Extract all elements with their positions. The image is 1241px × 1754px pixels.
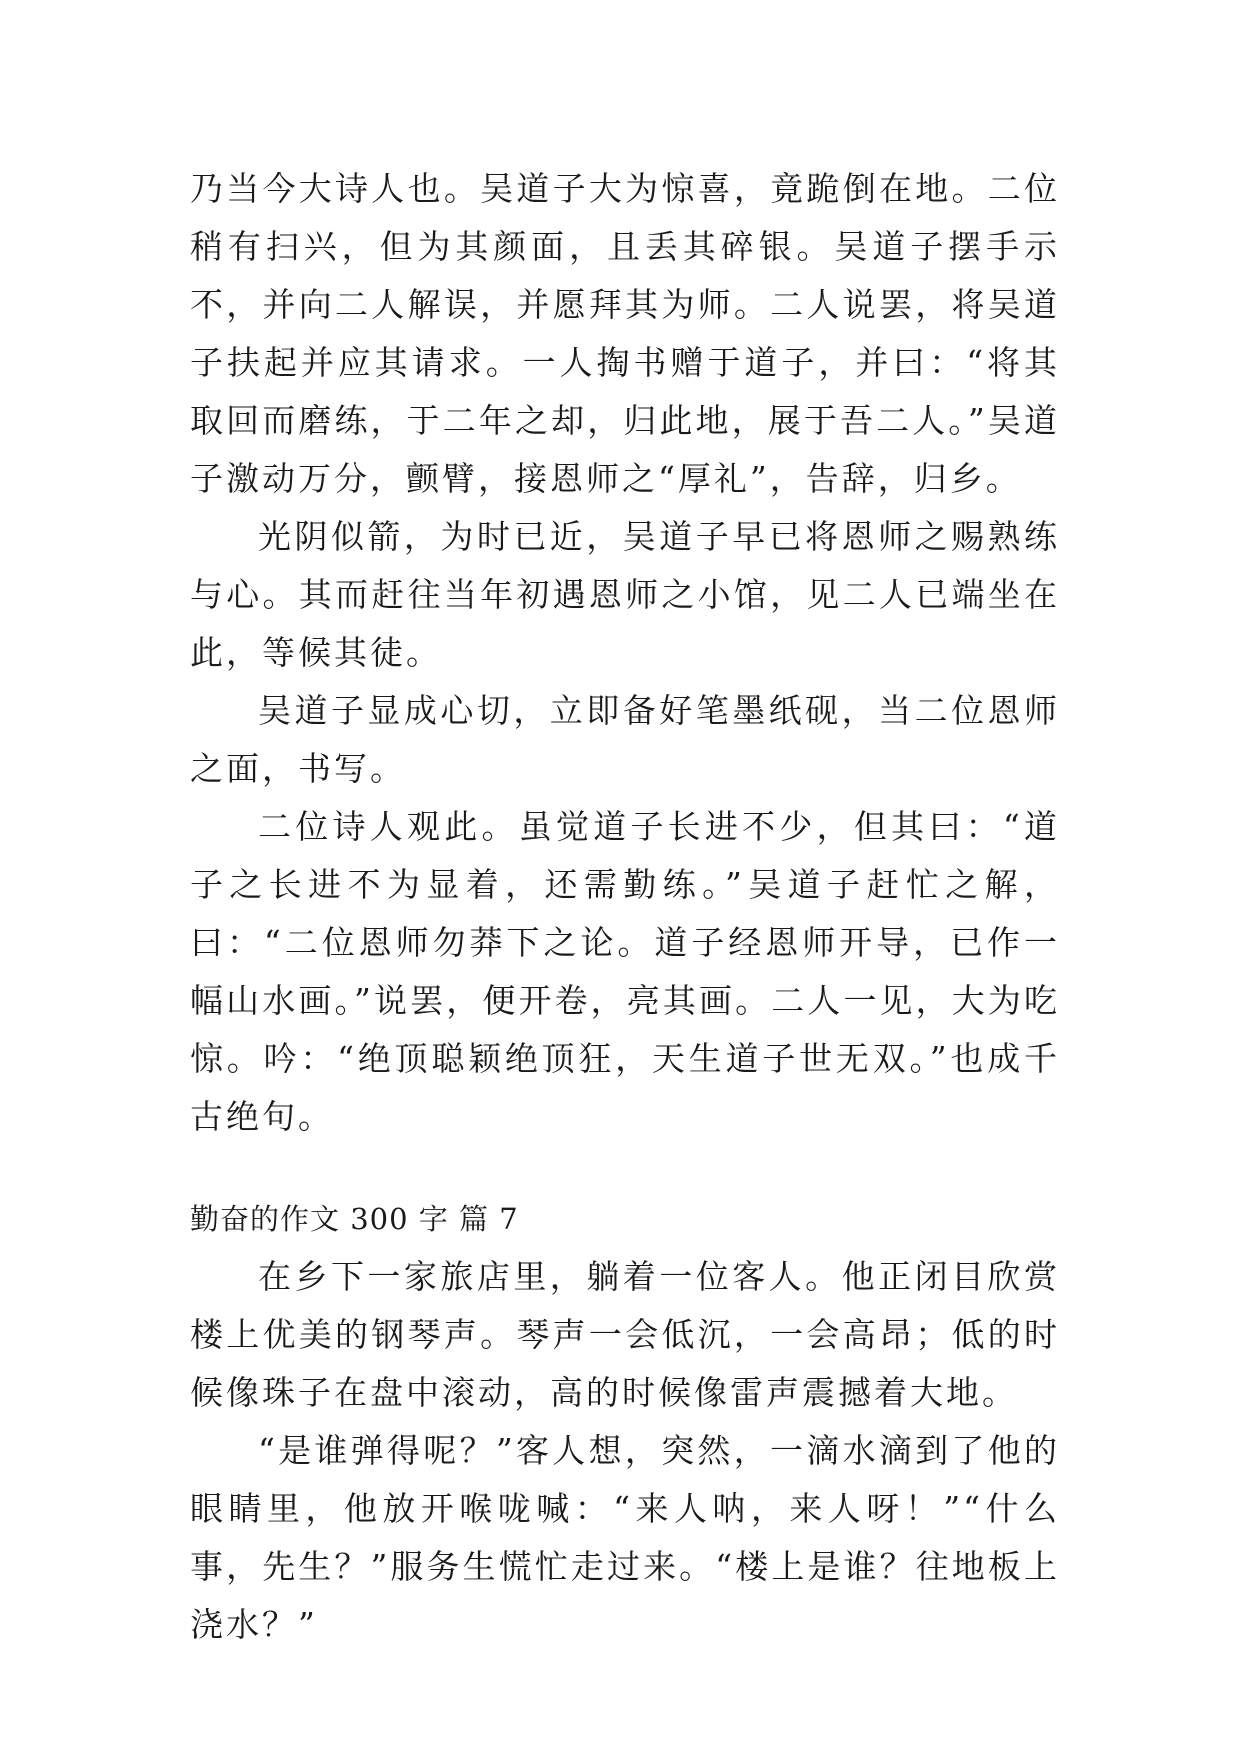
paragraph: “是谁弹得呢？”客人想，突然，一滴水滴到了他的眼睛里，他放开喉咙喊：“来人呐，来人呀！”“什么事，先生？”服务生慌忙走过来。“楼上是谁？往地板上浇水？” (190, 1431, 1060, 1644)
paragraph: 光阴似箭，为时已近，吴道子早已将恩师之赐熟练与心。其而赶往当年初遇恩师之小馆，见二人已端坐在此，等候其徒。 (190, 517, 1060, 672)
section-heading: 勤奋的作文 300 字 篇 7 (190, 1202, 519, 1236)
paragraph: 吴道子显成心切，立即备好笔墨纸砚，当二位恩师之面，书写。 (190, 691, 1060, 788)
paragraph: 乃当今大诗人也。吴道子大为惊喜，竟跪倒在地。二位稍有扫兴，但为其颜面，且丢其碎银。吴道子摆手示不，并向二人解误，并愿拜其为师。二人说罢，将吴道子扶起并应其请求。一人掏书赠于道子，并曰：“将其取回而磨练，于二年之却，归此地，展于吾二人。”吴道子激动万分，颤臂，接恩师之“厚礼”，告辞，归乡。 (190, 169, 1060, 498)
paragraph: 在乡下一家旅店里，躺着一位客人。他正闭目欣赏楼上优美的钢琴声。琴声一会低沉，一会高昂；低的时候像珠子在盘中滚动，高的时候像雷声震撼着大地。 (190, 1257, 1060, 1412)
paragraph: 二位诗人观此。虽觉道子长进不少，但其曰：“道子之长进不为显着，还需勤练。”吴道子赶忙之解，曰：“二位恩师勿莽下之论。道子经恩师开导，已作一幅山水画。”说罢，便开卷，亮其画。二人一见，大为吃惊。吟：“绝顶聪颖绝顶狂，天生道子世无双。”也成千古绝句。 (190, 807, 1060, 1136)
document-body (190, 160, 1060, 1654)
